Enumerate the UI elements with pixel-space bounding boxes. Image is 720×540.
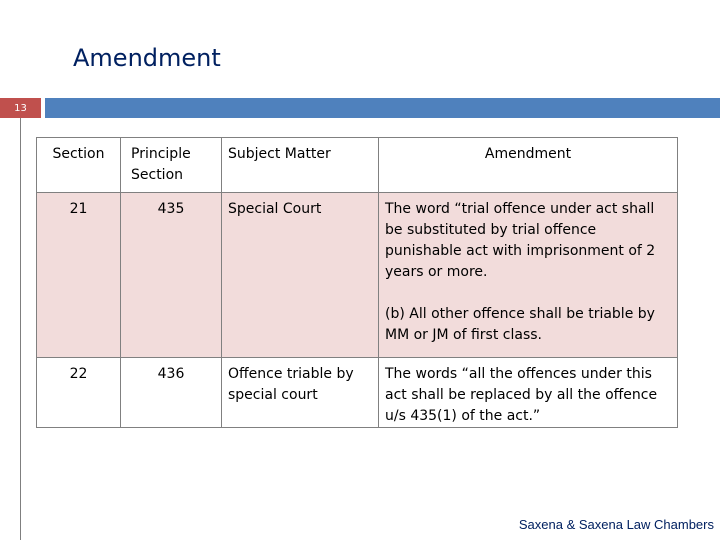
header-amendment: Amendment bbox=[379, 138, 678, 193]
cell-amendment bbox=[379, 358, 678, 428]
amendment-text: (b) All other offence shall be triable by MM or JM of first class. bbox=[385, 306, 655, 343]
cell-subject: Offence triable by special court bbox=[222, 358, 379, 428]
amendment-text: The word “trial offence under act shall be substituted by trial offence punishable act with imprisonment of 2 years or more. bbox=[385, 201, 656, 280]
amendment-table bbox=[36, 137, 678, 428]
cell-amendment bbox=[379, 193, 678, 358]
header-section: Section bbox=[37, 138, 121, 193]
header-principle-section: Principle Section bbox=[121, 138, 222, 193]
header-bar bbox=[45, 98, 720, 118]
cell-principle-section: 435 bbox=[121, 193, 222, 358]
table-row bbox=[37, 193, 678, 358]
slide-title: Amendment bbox=[73, 44, 221, 72]
cell-subject: Special Court bbox=[222, 193, 379, 358]
header-subject-matter: Subject Matter bbox=[222, 138, 379, 193]
amendment-text: The words “all the offences under this act shall be replaced by all the offence u/s 435(1) of the act.” bbox=[385, 366, 658, 424]
footer-firm-name: Saxena & Saxena Law Chambers bbox=[518, 517, 714, 532]
left-divider bbox=[20, 118, 21, 540]
slide-number-badge: 13 bbox=[0, 98, 41, 118]
table-row bbox=[37, 358, 678, 428]
cell-principle-section: 436 bbox=[121, 358, 222, 428]
cell-section: 21 bbox=[37, 193, 121, 358]
cell-section: 22 bbox=[37, 358, 121, 428]
table-header-row bbox=[37, 138, 678, 193]
